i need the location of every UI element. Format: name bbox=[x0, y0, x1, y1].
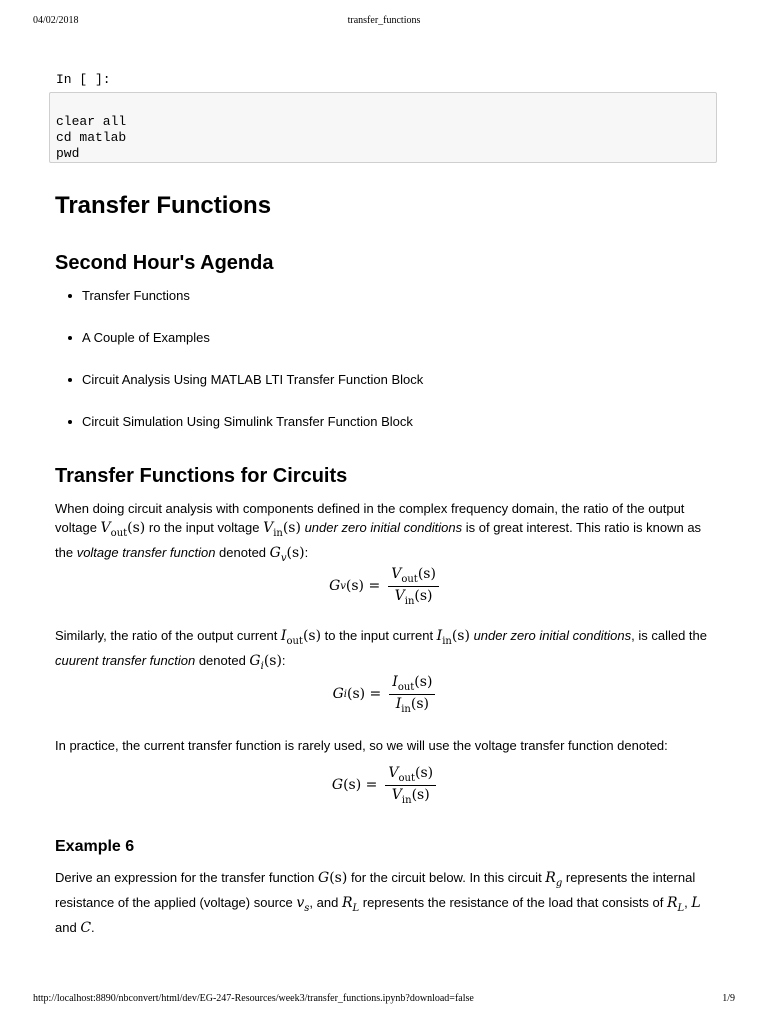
paragraph-example: Derive an expression for the transfer function G(s) for the circuit below. In this circuit $R_g$ represents the internal resistance of the applied (voltage) source $v_s$, and $R_L$ represents the resistance of the load that consists of $R_L$, L and C. bbox=[55, 870, 701, 936]
math-vs: $v_s$ bbox=[296, 894, 310, 914]
math-gi: $G_i(s)$ bbox=[249, 652, 282, 672]
agenda-item: Circuit Analysis Using MATLAB LTI Transfer Function Block bbox=[82, 372, 424, 387]
agenda-item: A Couple of Examples bbox=[82, 330, 210, 345]
section-heading: Transfer Functions for Circuits bbox=[55, 465, 348, 487]
equation-gi: G i (s) = $\frac{I_{out}(s)}{I_{in}(s)}$ bbox=[0, 674, 768, 715]
code-line: cd matlab bbox=[56, 130, 127, 145]
math-rl: $R_L$ bbox=[666, 894, 685, 914]
agenda-item: Transfer Functions bbox=[82, 288, 190, 303]
print-date: 04/02/2018 bbox=[33, 15, 79, 26]
agenda-item: Circuit Simulation Using Simulink Transfer Function Block bbox=[82, 414, 413, 429]
agenda-heading: Second Hour's Agenda bbox=[55, 252, 274, 274]
math-gv: $G_v(s)$ bbox=[269, 544, 305, 564]
code-cell[interactable] bbox=[49, 92, 717, 163]
math-c: C bbox=[80, 919, 92, 936]
print-title: transfer_functions bbox=[347, 15, 421, 26]
math-iin: $I_{in}(s)$ bbox=[436, 628, 470, 647]
math-l: L bbox=[691, 894, 701, 911]
code-line: clear all bbox=[56, 114, 127, 129]
equation-gv: G v (s) = $\frac{V_{out}(s)}{V_{in}(s)}$ bbox=[0, 566, 768, 607]
paragraph-practice: In practice, the current transfer function is rarely used, so we will use the voltage transfer function denoted: bbox=[55, 738, 668, 753]
equation-g: G (s) = $\frac{V_{out}(s)}{V_{in}(s)}$ bbox=[0, 765, 768, 806]
paragraph-voltage-transfer: When doing circuit analysis with components defined in the complex frequency domain, the ratio of the output voltage $V_{out}(s)$ ro the input voltage $V_{in}(s)$ under zero initial conditions is of great interest. This ratio is known as the voltage transfer function denoted $G_v(s)$: bbox=[55, 501, 702, 564]
math-rg: $R_g$ bbox=[545, 870, 563, 889]
math-vin: $V_{in}(s)$ bbox=[263, 520, 301, 539]
code-line: pwd bbox=[56, 146, 80, 161]
page-title: Transfer Functions bbox=[55, 192, 272, 219]
math-vout: $V_{out}(s)$ bbox=[100, 520, 146, 539]
example-heading: Example 6 bbox=[55, 838, 135, 855]
print-url: http://localhost:8890/nbconvert/html/dev/EG-247-Resources/week3/transfer_functions.ipynb?download=false bbox=[33, 993, 474, 1004]
paragraph-current-transfer: Similarly, the ratio of the output current $I_{out}(s)$ to the input current $I_{in}(s)$ under zero initial conditions, is called the cuurent transfer function denoted $G_i(s)$: bbox=[55, 628, 707, 672]
math-rl: $R_L$ bbox=[341, 894, 360, 914]
print-footer bbox=[0, 993, 768, 1009]
print-header bbox=[0, 15, 768, 31]
page-number: 1/9 bbox=[722, 993, 735, 1004]
math-g: G(s) bbox=[318, 870, 348, 886]
math-iout: $I_{out}(s)$ bbox=[280, 628, 322, 647]
cell-prompt: In [ ]: bbox=[56, 72, 111, 87]
